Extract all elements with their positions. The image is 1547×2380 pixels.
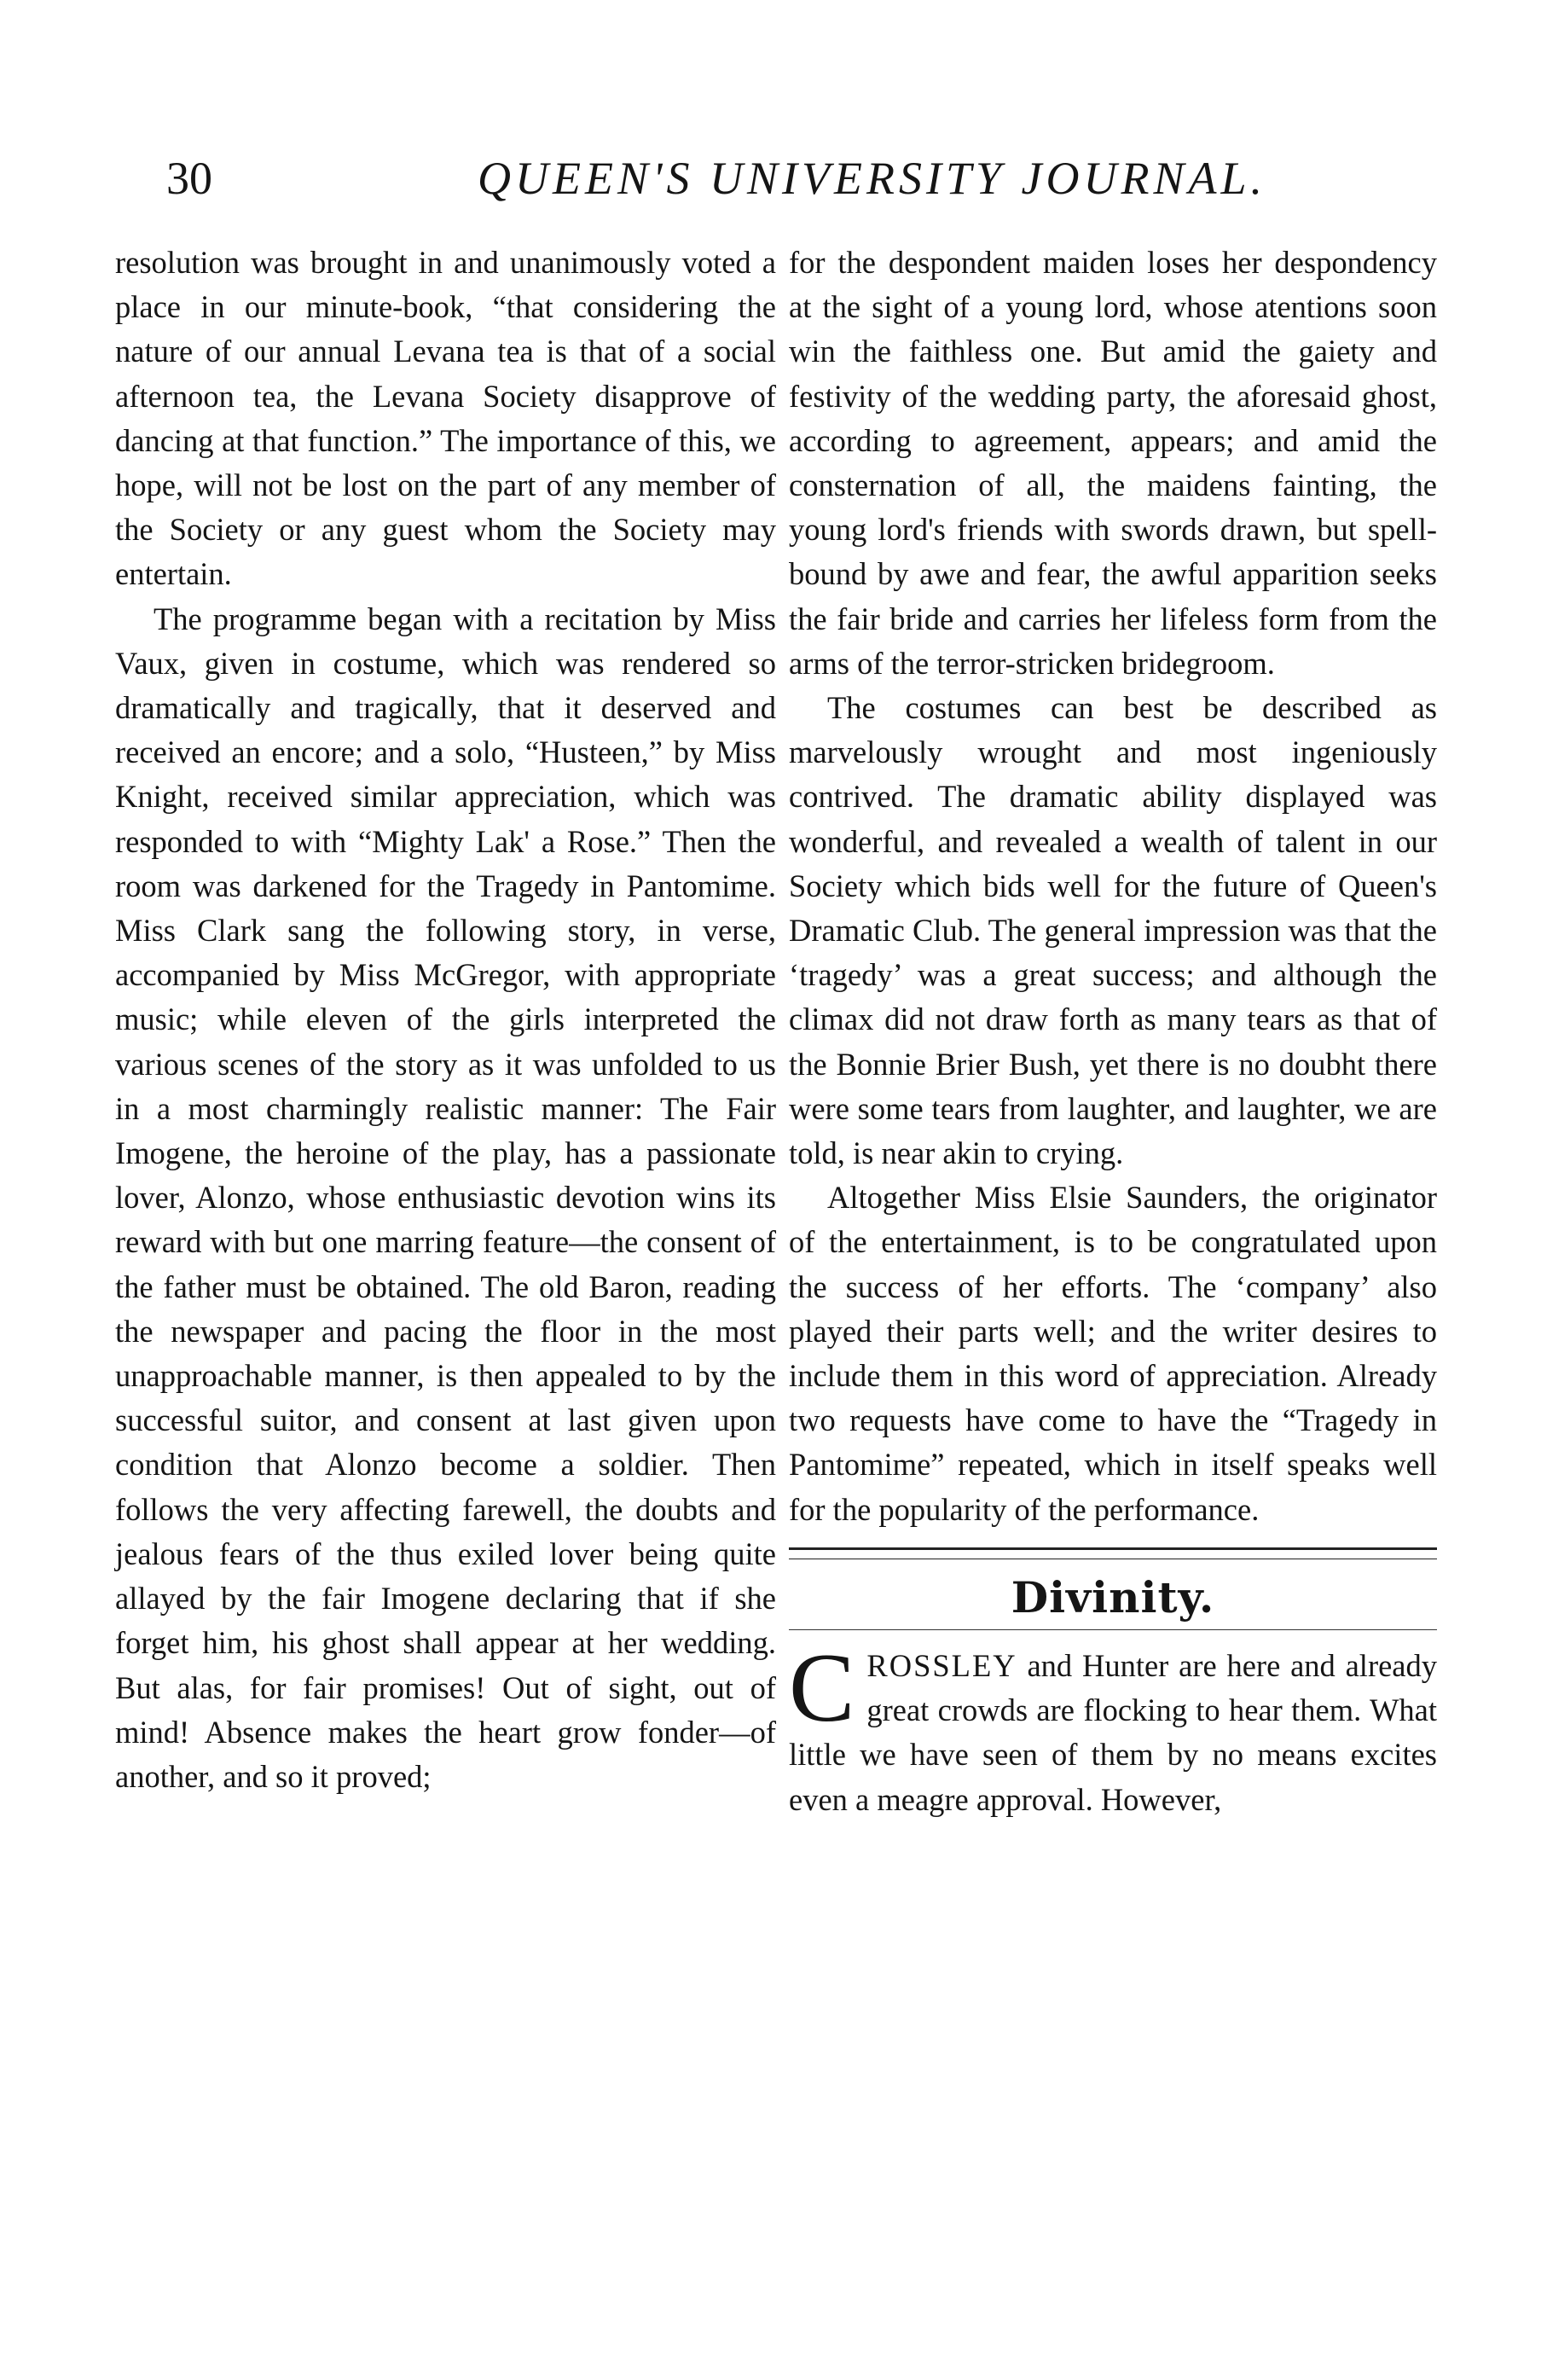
right-column [789, 241, 1437, 1822]
ghost-story-paragraph: for the despondent maiden loses her despondency at the sight of a young lord, whose atentions soon win the faithless one. But amid the gaiety and festivity of the wedding party, the aforesaid ghost, according to agreement, appears; and amid the consternation of all, the maidens fainting, the young lord's friends with swords drawn, but spell-bound by awe and fear, the awful apparition seeks the fair bride and carries her lifeless form from the arms of the terror-stricken bridegroom. [789, 245, 1437, 681]
journal-title: QUEEN'S UNIVERSITY JOURNAL. [478, 153, 1267, 204]
section-divider [789, 1547, 1437, 1559]
left-column [115, 241, 776, 1799]
title-underline [789, 1629, 1437, 1630]
drop-cap: C [789, 1633, 855, 1743]
programme-paragraph: The programme began with a recitation by Miss Vaux, given in costume, which was rendered so dramatically and tragically, that it deserved and received an encore; and a solo, “Husteen,” by Miss Knight, received similar appreciation, which was responded to with “Mighty Lak' a Rose.” Then the room was darkened for the Tragedy in Pantomime. Miss Clark sang the following story, in verse, accompanied by Miss McGregor, with appropriate music; while eleven of the girls interpreted the various scenes of the story as it was unfolded to us in a most charmingly realistic manner: The Fair Imogene, the heroine of the play, has a passionate lover, Alonzo, whose enthusiastic devotion wins its reward with but one marring feature—the consent of the father must be obtained. The old Baron, reading the newspaper and pacing the floor in the most unapproachable manner, is then appealed to by the successful suitor, and consent at last given upon condition that Alonzo become a soldier. Then follows the very affecting farewell, the doubts and jealous fears of the thus exiled lover being quite allayed by the fair Imogene declaring that if she forget him, his ghost shall appear at her wedding. But alas, for fair promises! Out of sight, out of mind! Absence makes the heart grow fonder—of another, and so it proved; [115, 601, 776, 1794]
divinity-section-title: Divinity. [1011, 1571, 1215, 1622]
lead-word: ROSSLEY [866, 1647, 1017, 1683]
divinity-text: and Hunter are here and already great crowds are flocking to hear them. What little we have seen of them by no means excites even a meagre approval. However, [789, 1647, 1437, 1817]
page-header [166, 152, 1386, 220]
costumes-paragraph: The costumes can best be described as marvelously wrought and most ingeniously contrived. The dramatic ability displayed was wonderful, and revealed a wealth of talent in our Society which bids well for the future of Queen's Dramatic Club. The general impression was that the ‘tragedy’ was a great success; and although the climax did not draw forth as many tears as that of the Bonnie Brier Bush, yet there is no doubht there were some tears from laughter, and laughter, we are told, is near akin to crying. [789, 690, 1437, 1171]
organizer-paragraph: Altogether Miss Elsie Saunders, the originator of the entertainment, is to be congratulated upon the success of her efforts. The ‘company’ also played their parts well; and the writer desires to include them in this word of appreciation. Already two requests have come to have the “Tragedy in Pantomime” repeated, which in itself speaks well for the popularity of the performance. [789, 1180, 1437, 1527]
levana-resolution-paragraph: resolution was brought in and unanimously voted a place in our minute-book, “that considering the nature of our annual Levana tea is that of a social afternoon tea, the Levana Society disapprove of dancing at that function.” The importance of this, we hope, will not be lost on the part of any member of the Society or any guest whom the Society may entertain. [115, 245, 776, 592]
divinity-paragraph [789, 1633, 1437, 1822]
page-number: 30 [166, 153, 212, 204]
